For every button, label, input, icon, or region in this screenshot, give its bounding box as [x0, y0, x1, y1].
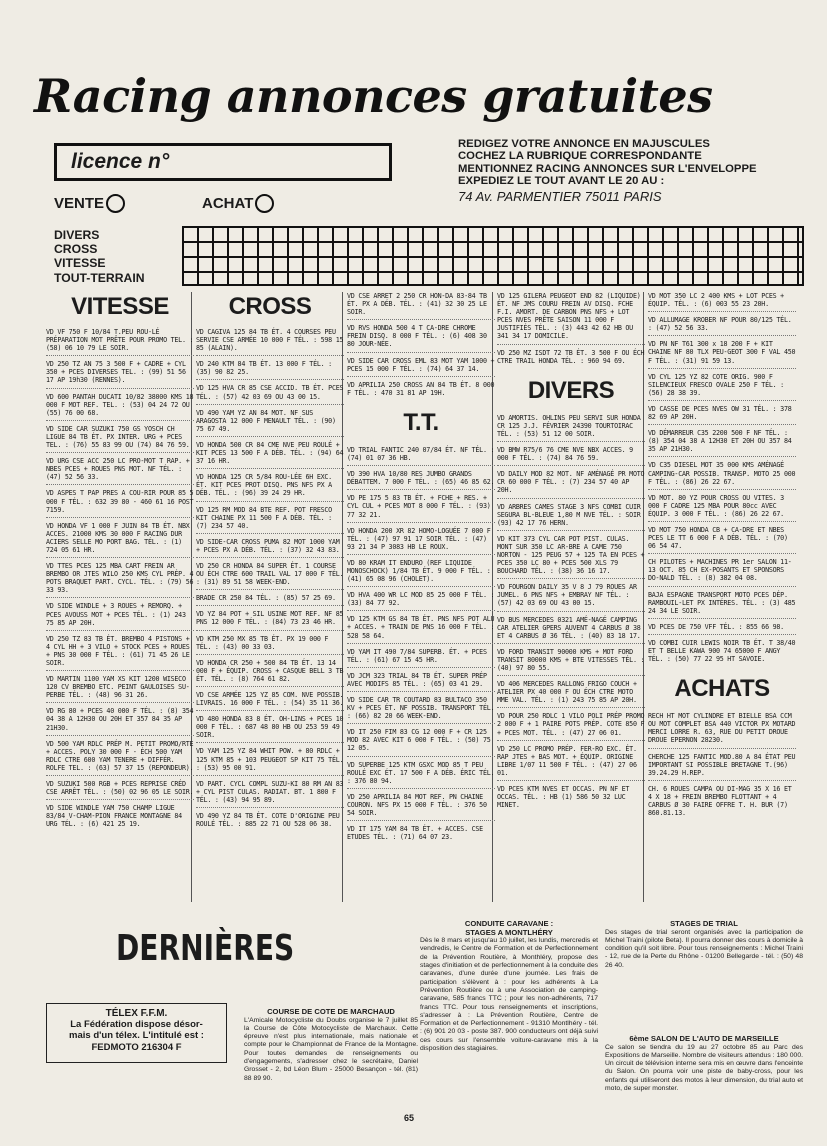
- classified-ad: VD MARTIN 1100 YAM XS KIT 1200 WISECO 120 CV BREMBO ETC. PEINT GAULOISES SU-PERBE TÉL. : (48) 96 31 26.: [46, 675, 194, 703]
- classified-ad: VD RVS HONDA 500 4 T CA-DRE CHROME FREIN DISQ. 8 000 F TÉL. : (6) 408 30 80 JOUR-NÉE.: [347, 324, 495, 352]
- classified-ad: VD 125 RM MOD 84 BTE REF. POT FRESCO KIT CHAINE PX 11 500 F A DÉB. TÉL. : (7) 234 57 40.: [196, 506, 344, 534]
- news-body: L'Amicale Motocycliste du Doubs organise le 7 juillet 85 la Course de Côte Motocycliste de Marchaux. Cette épreuve n'est plus internationale, mais nationale et compte pour le Championnat de France de la Montagne. Pour toutes demandes de renseignements ou d'engagements, s'adresser chez le secrétaire, Daniel Grosset - 2, bd Léon Blum - 25000 Besançon - tél. (81) 88 89 90.: [244, 1016, 418, 1082]
- achat-label: ACHAT: [202, 195, 254, 212]
- classified-ad: VD YZ 84 POT + SIL USINE MOT REF. NF 85 PNS 12 000 F TÉL. : (84) 73 23 46 HR.: [196, 610, 344, 630]
- classified-ad: VD PN NF T61 300 x 18 200 F + KIT CHAINE NF 80 TLX PEU-GEOT 300 F VAL 450 F TÉL. : (31) 91 59 13.: [648, 340, 796, 368]
- page-number: 65: [404, 1113, 415, 1123]
- column-achats: [648, 292, 796, 824]
- classified-ad: VD ASPES T PAP PRES A COU-RIR POUR 85 5 000 F TÉL. : 632 39 80 - 460 61 16 POST 7159.: [46, 489, 194, 517]
- telex-line: La Fédération dispose désor-: [70, 1019, 203, 1031]
- classified-ad: VD PCES KTM NVES ET OCCAS. PN NF ET OCCAS. TÉL. : HB (1) 586 50 32 LUC MINET.: [497, 785, 630, 810]
- classified-ad: CH. 6 ROUES CAMPA OU DI-MAG 35 X 16 ET 4 X 18 + FREIN BREMBO FLOTTANT + 4 CARBUS Ø 30 FAIRE OFFRE T. H. BUR (7) 860.81.13.: [648, 784, 792, 818]
- achat-checkbox[interactable]: [255, 194, 274, 213]
- classified-ad: VD C35 DIESEL MOT 35 000 KMS AMÉNAGÉ CAMPING-CAR POSSIB. TRANSP. MOTO 25 000 F TÉL. : (86) 26 22 67.: [648, 461, 796, 489]
- classified-ad: VD SIDE WINDLE YAM 750 CHAMP LIGUE 83/84 V-CHAM-PION FRANCE MONTAGNE 84 URG TÉL. : (6) 421 25 19.: [46, 804, 182, 829]
- achat-option[interactable]: [202, 194, 274, 213]
- classified-ad: VD SUZUKI 500 RGB + PCES REPRISE CRÉD CSE ARRÊT TÉL. : (50) 02 96 05 LE SOIR.: [46, 780, 194, 800]
- column-vitesse: [46, 292, 194, 836]
- classified-ad: VD SIDE CAR TR COUTARD 83 BULTACO 350 KV + PCES ÉT. NF POSSIB. TRANSPORT TÉL. : (66) 82 20 66 WEEK-END.: [347, 696, 495, 724]
- classified-ad: VD BUS MERCEDES 0321 AMÉ-NAGÉ CAMPING CAR ATELIER GPERS AUVENT 4 CARBUS Ø 38 ET 4 CARBUS Ø 36 TÉL. : (40) 83 18 17.: [497, 616, 645, 644]
- news-body: Des stages de trial seront organisés avec la participation de Michel Traini (pilote Beta). Il pourra donner des cours à domicile à condition qu'il soit libre. Pour tous renseignements : Michel Traini - 12, rue de la Perte du Rhône - 01200 Bellegarde - tél. : (50) 48 26 40.: [605, 928, 803, 969]
- classified-ad: VD 125 KTM GS 84 TB ÉT. PNS NFS POT ALU + ACCES. + TRAIN DE PNS 16 000 F TÉL. : 528 58 64.: [347, 615, 495, 643]
- classified-ad: VD 250 TZ AN 75 3 500 F + CADRE + CYL 350 + PCES DIVERSES TEL. : (99) 51 56 17 AP 19h30 (RENNES).: [46, 360, 194, 388]
- classified-ad: VD CAGIVA 125 84 TB ÉT. 4 COURSES PEU SERVIE CSE ARMÉE 10 000 F TÉL. : 598 15 85 (ALAIN).: [196, 328, 344, 356]
- telex-line: mais d'un télex. L'intitulé est :: [69, 1030, 204, 1042]
- classified-ad: VD JCM 323 TRIAL 84 TB ÉT. SUPER PRÉP AVEC MODIFS 85 TÉL. : (65) 03 41 29.: [347, 672, 495, 692]
- news-body: Dès le 8 mars et jusqu'au 10 juillet, les lundis, mercredis et vendredis, le Centre de Formation et de Perfectionnement de la Prévention Routière, à Monthléry, propose des stages d'initiation et de perfectionnement à la conduite des caravanes, d'une durée d'une journée. Les frais de participation s'élèvent à : pour les adhérents à La Prévention Routière ou à une Association de camping-caravane, 585 francs TTC ; pour les non-adhérents, 717 francs TTC. Pour tous renseignements et inscriptions, s'adresser à : La Prévention Routière, Centre de Formation et de Perfectionnement - 91310 Montlhéry - tél. : (6) 901 20 03 - poste 387. 900 conducteurs ont déjà suivi ces cours sur l'ensemble voiture-caravane mis à la disposition des stagiaires.: [420, 937, 598, 1053]
- classified-ad: VD ALLUMAGE KROBER NF POUR 80/125 TÉL. : (47) 52 56 33.: [648, 316, 796, 336]
- classified-ad: VD 240 KTM 84 TB ÉT. 13 000 F TÉL. : (35) 90 82 25.: [196, 360, 344, 380]
- classified-ad: VD 125 HVA CR 85 CSE ACCID. TB ÉT. PCES TÉL. : (57) 42 03 69 OU 43 00 15.: [196, 384, 344, 404]
- mailing-address: 74 Av. PARMENTIER 75011 PARIS: [458, 188, 662, 204]
- classified-ad: VD KIT 373 CYL CAR POT PIST. CULAS. MONT SUR 350 LC AR-BRE A CAME 750 NORTON - 125 PEUG 57 + 125 TA EN PCES + PCES 350 LC 80 + PCES 500 XLS 79 BOUCHARD TÉL. : (38) 36 16 17.: [497, 535, 645, 579]
- classified-ad: VD MOT 750 HONDA CB + CA-DRE ET NBES PCES LE TT 6 000 F A DÉB. TÉL. : (70) 06 54 47.: [648, 526, 796, 554]
- classified-ad: VD HONDA 125 CR 5/84 ROU-LÉE 6H EXC. ÉT. KIT PCES PROT DISQ. PNS NFS PX A DÉB. TÉL. : (96) 39 24 29 HR.: [196, 473, 344, 501]
- section-title-tt: T.T.: [403, 408, 439, 436]
- news-course-marchaud: [244, 1008, 418, 1083]
- classified-ad: VD 480 HONDA 83 8 ÉT. OH-LINS + PCES 10 000 F TÉL. : 687 48 80 HB OU 253 59 49 SOIR.: [196, 715, 344, 743]
- classified-ad: VD 406 MERCEDES RALLONG FRIGO COUCH + ATELIER PX 40 000 F OU ÉCH CTRE MOTO MME VAL. TÉL. : (1) 243 75 85 AP 20H.: [497, 680, 645, 708]
- classified-ad: VD FOURGON DAILY 35 V 8 J 79 ROUES AR JUMEL. 6 PNS NFS + EMBRAY NF TÉL. : (57) 42 03 69 OU 43 00 15.: [497, 583, 645, 611]
- section-title-vitesse: VITESSE: [71, 293, 169, 320]
- instructions: [458, 138, 803, 205]
- column-divers: [497, 292, 645, 816]
- news-subtitle: STAGES A MONTLHÉRY: [465, 927, 553, 937]
- instruction-line: REDIGEZ VOTRE ANNONCE EN MAJUSCULES: [458, 138, 710, 150]
- section-title-cross: CROSS: [228, 293, 312, 320]
- classified-ad: VD IT 175 YAM 84 TB ÉT. + ACCES. CSE ETUDES TÉL. : (71) 64 07 23.: [347, 825, 483, 842]
- news-title: 6ème SALON DE L'AUTO DE MARSEILLE: [629, 1034, 779, 1043]
- classified-ad: VD 80 KRAM IT ENDURO (REF LIQUIDE MONOSCHOCK) 1/84 TB ÉT. 9 000 F TÉL. : (41) 65 08 96 (CHOLET).: [347, 559, 495, 587]
- licence-number-box[interactable]: licence n°: [54, 143, 392, 181]
- classified-ad: VD POUR 250 RDLC 1 VILO POLI PRÉP PROMO 2 000 F + 1 PAIRE POTS PRÉP. COTE 850 F + PCES MOT. TÉL. : (47) 27 06 01.: [497, 712, 645, 740]
- classified-ad: VD 125 GILERA PEUGEOT END 82 (LIQUIDE) ÉT. NF JMS COURU FREIN AV DISQ. FCHE F.I. AMORT. DE CARBON PNS NFS + LOT PCES NVES PRÊTE SAISON 11 000 F JUSTIFIÉS TÉL. : (3) 443 42 62 HB OU 341 34 17 DOMICILE.: [497, 292, 645, 345]
- classified-ad: VD CSE ARMÉE 125 YZ 85 COM. NVE POSSIB. LIVRAIS. 16 000 F TÉL. : (54) 35 11 36.: [196, 691, 344, 711]
- classified-ad: VD 390 HVA 10/80 RES JUMBO GRANDS DÉBATTEM. 7 000 F TÉL. : (65) 46 85 62.: [347, 470, 495, 490]
- news-stages-trial: [605, 920, 803, 970]
- section-title-achats: ACHATS: [674, 675, 770, 703]
- rubrique-cross[interactable]: CROSS: [54, 242, 98, 257]
- news-salon-marseille: [605, 1035, 803, 1093]
- classified-ad: VD 250 MZ ISDT 72 TB ÉT. 3 500 F OU ÉCH CTRE TRAIL HONDA TÉL. : 960 94 69.: [497, 348, 645, 365]
- classified-ad: VD HVA 400 WR LC MOD 85 25 000 F TÉL. : (33) 84 77 92.: [347, 591, 495, 611]
- classified-ad: VD HONDA VF 1 000 F JUIN 84 TB ÉT. NBX ACCES. 21000 KMS 30 000 F RACING DUR ACIERS SELLE MO PORT BAG. TÉL. : (1) 724 05 61 HR.: [46, 522, 194, 558]
- classified-ad: VD SIDE WINDLE + 3 ROUES + REMORQ. + PCES AVOUSS MOT + PCES TÉL. : (1) 243 75 85 AP 20H.: [46, 602, 194, 630]
- classified-ad: VD APRILIA 250 CROSS AN 84 TB ÉT. 8 000 F TÉL. : 470 31 81 AP 19H.: [347, 380, 495, 397]
- classified-ad: BRADE CR 250 84 TÉL. : (85) 57 25 69.: [196, 594, 344, 606]
- classified-ad: VD CASSE DE PCES NVES OW 31 TÉL. : 378 82 69 AP 20H.: [648, 405, 796, 425]
- rubrique-list: [54, 228, 145, 285]
- classified-ad: VD SIDE CAR SUZUKI 750 GS YOSCH CH LIGUE 84 TB ÉT. PX INTER. URG + PCES TEL. : (76) 55 83 99 OU (74) 84 76 59.: [46, 425, 194, 453]
- classified-ad: VD ARBRES CAMES STAGE 3 NFS COMBI CUIR SEGURA BL-BLEUE 1,80 M NVE TÉL. : SOIR (93) 42 17 76 HERN.: [497, 503, 645, 531]
- classified-ad: VD 500 YAM RDLC PRÉP M. PETIT PROMO/RTE + ACCES. POLY 30 000 F - ÉCH 500 YAM RDLC CTRE 600 YAM TENERE + DIFFÉR. ROLFE TEL. : (63) 57 37 15 (REPONDEUR).: [46, 740, 194, 776]
- page-title: Racing annonces gratuites: [34, 69, 713, 123]
- instruction-line: MENTIONNEZ RACING ANNONCES SUR L'ENVELOPPE: [458, 162, 757, 175]
- classified-ad: CHERCHE 125 FANTIC MOD.80 A 84 ÉTAT PEU IMPORTANT SI POSSIBLE BRETAGNE T.(96) 39.24.29 H.REP.: [648, 753, 796, 781]
- news-body: Ce salon se tiendra du 19 au 27 octobre 85 au Parc des Expositions de Marseille. Nombre de visiteurs attendus : 180 000. Un circuit de télévision interne sera mis en œuvre dans l'enceinte du Salon. On pourra voir une piste de baby-cross, pour les enfants qui utiliseront des motos à leur dimension, du trial auto et moto, de super monster.: [605, 1043, 803, 1093]
- classified-ad: VD 250 TZ 83 TB ÉT. BREMBO 4 PISTONS + 4 CYL HH + 3 VILO + STOCK PCES + ROUES + PNS 30 000 F TÉL. : (61) 71 45 26 LE SOIR.: [46, 635, 194, 671]
- news-title: CONDUITE CARAVANE :: [464, 919, 554, 928]
- classified-ad: VD CSE ARRET 2 250 CR HON-DA 83-84 TB ÉT. PX A DÉB. TÉL. : (41) 32 30 25 LE SOIR.: [347, 292, 495, 320]
- classified-ad: VD KTM 250 MX 85 TB ÉT. PX 19 000 F TÉL. : (43) 00 33 03.: [196, 635, 344, 655]
- classified-ad: VD PE 175 5 83 TB ÉT. + FCHE + RES. + CYL CUL + PCES MOT 8 000 F TÉL. : (93) 77 32 21.: [347, 494, 495, 522]
- rubrique-tout-terrain[interactable]: TOUT-TERRAIN: [54, 270, 145, 285]
- classified-ad: VD MOT 350 LC 2 400 KMS + LOT PCES + ÉQUIP. TÉL. : (6) 003 55 23 20H.: [648, 292, 796, 312]
- classified-ad: BAJA ESPAGNE TRANSPORT MOTO PCES DÉP. RAMBOUIL-LET PX INTÉRES. TÉL. : (3) 485 24 34 LE SOIR.: [648, 591, 796, 619]
- classified-ad: VD TRIAL FANTIC 240 07/84 ÉT. NF TÉL. : (74) 01 07 36 HB.: [347, 446, 495, 466]
- vente-label: VENTE: [54, 195, 105, 212]
- classified-ad: VD 250 CR HONDA 84 SUPER ÉT. 1 COURSE OU ÉCH CTRE 600 TRAIL VAL 17 000 F TÉL. : (31) 89 51 58 WEEK-END.: [196, 562, 344, 590]
- classified-ad: VD MOT. 80 YZ POUR CROSS OU VITES. 3 000 F CADRE 125 MBA POUR 80cc AVEC ÉQUIP. 3 000 F TÉL. : (86) 26 22 67.: [648, 494, 796, 522]
- vente-checkbox[interactable]: [106, 194, 125, 213]
- classified-ad: VD PCES DE 750 VFF TÉL. : 855 66 98.: [648, 623, 796, 635]
- classified-ad: VD RG 80 + PCES 40 000 F TÉL. : (8) 354 04 38 A 12H30 OU 20H ET 357 84 35 AP 21H30.: [46, 707, 194, 735]
- classified-ad: VD FORD TRANSIT 90000 KMS + MOT FORD TRANSIT 80000 KMS + BTE VITESSES TÉL. : (40) 97 80 55.: [497, 648, 645, 676]
- classified-ad: VD SIDE-CAR CROSS PUMA 82 MOT 1000 YAM + PCES PX A DÉB. TÉL. : (37) 32 43 83.: [196, 538, 344, 558]
- section-title-divers: DIVERS: [527, 376, 615, 404]
- classified-ad: VD URG CSE ACC 250 LC PRO-MOT T RAP. + NBES PCES + ROUES PNS MOT. NF TÉL. : (47) 52 56 33.: [46, 457, 194, 485]
- ad-text-grid[interactable]: [182, 226, 804, 286]
- classified-ad: VD BMW R75/6 76 CME NVE NBX ACCES. 9 000 F TÉL. : (74) 84 76 59.: [497, 446, 645, 466]
- news-conduite-caravane: [420, 920, 598, 1053]
- classified-ad: VD PART. CYCL COMPL SUZU-KI 80 RM AN 83 + CYL PIST CULAS. RADIAT. BT. 1 800 F TÉL. : (43) 94 95 89.: [196, 780, 344, 808]
- classified-ad: VD 490 YZ 84 TB ÉT. COTE D'ORIGINE PEU ROULÉ TÉL. : 885 22 71 OU 528 06 38.: [196, 812, 340, 829]
- classified-ad: VD HONDA CR 250 + 500 84 TB ÉT. 13 14 000 F + ÉQUIP. CROSS + CASQUE BELL 3 TB ÉT. TÉL. : (8) 764 61 82.: [196, 659, 344, 687]
- classified-ad: VD SUPERBE 125 KTM GSXC MOD 85 T PEU ROULÉ EXC ÉT. 17 500 F A DÉB. ÉRIC TÉL. : 376 80 94.: [347, 761, 495, 789]
- classified-ad: VD AMORTIS. OHLINS PEU SERVI SUR HONDA CR 125 J.J. FÉVRIER 24390 TOURTOIRAC TÉL. : (53) 51 12 00 SOIR.: [497, 414, 645, 442]
- dernieres-title: DERNIÈRES: [116, 928, 295, 969]
- classified-ad: VD COMBI CUIR LEWIS NOIR TB ÉT. T 38/40 ET T BELLE KAWA 900 74 65000 F ANGY TÉL. : (50) 77 22 95 HT SAVOIE.: [648, 638, 796, 664]
- column-tt: [347, 292, 495, 848]
- classified-ad: VD 490 YAM YZ AN 84 MOT. NF SUS ARAGOSTA 12 000 F MENAULT TÉL. : (90) 75 67 49.: [196, 409, 344, 437]
- classified-ad: VD 250 LC PROMO PRÉP. FER-RO EXC. ÉT. RAP JTES + BAS MOT. + ÉQUIP. ORIGINE LIBRE 1/07 11 500 F TÉL. : (47) 27 06 01.: [497, 745, 645, 781]
- classified-ad: VD DAILY MOD 82 MOT. NF AMÉNAGÉ PR MOTO CR 60 000 F TÉL. : (7) 234 57 40 AP 20H.: [497, 470, 645, 498]
- classified-ad: VD HONDA 500 CR 84 CME NVE PEU ROULÉ + KIT PCES 13 500 F A DÉB. TÉL. : (94) 64 37 16 HR.: [196, 441, 344, 469]
- classified-ad: VD VF 750 F 10/84 T.PEU ROU-LÉ PRÉPARATION MOT PRÊTE POUR PROMO TEL. : (58) 06 10 79 LE SOIR.: [46, 328, 194, 356]
- news-title: COURSE DE COTE DE MARCHAUD: [267, 1007, 395, 1016]
- instruction-line: COCHEZ LA RUBRIQUE CORRESPONDANTE: [458, 150, 702, 163]
- classified-ad: VD CYL 125 YZ 82 COTE ORIG. 900 F SILENCIEUX FRESCO OVALE 250 F TÉL. : (56) 28 38 39.: [648, 373, 796, 401]
- telex-box: [46, 1003, 227, 1063]
- news-title: STAGES DE TRIAL: [670, 919, 738, 928]
- vente-option[interactable]: [54, 194, 125, 213]
- classified-ad: VD SIDE CAR CROSS EML 83 MOT YAM 1000 + PCES 15 000 F TÉL. : (74) 64 37 14.: [347, 357, 495, 377]
- classified-ad: VD IT 250 FIM 83 CG 12 000 F + CR 125 MOD 82 AVEC KIT 6 000 F TÉL. : (50) 75 12 05.: [347, 728, 495, 756]
- column-cross: [196, 292, 344, 835]
- classified-ad: VD DÉMARREUR C35 2200 500 F NF TÉL. : (8) 354 04 38 A 12H30 ET 20H OU 357 84 35 AP 21H30.: [648, 429, 796, 457]
- classified-ad: VD TTES PCES 125 MBA CART FREIN AR BREMBO OR JTES WILO 250 KMS CYL PRÉP. 4 POTS BRAQUET PART. CYCL. TÉL. : (79) 56 33 93.: [46, 562, 194, 598]
- classified-ad: VD YAM 125 YZ 84 WHIT POW. + 80 RDLC + 125 KTM 85 + 103 PEUGEOT SP KIT 75 TÉL. : (53) 95 00 91.: [196, 747, 344, 775]
- telex-title: TÉLEX F.F.M.: [105, 1008, 168, 1019]
- instruction-line: EXPEDIEZ LE TOUT AVANT LE 20 AU :: [458, 175, 665, 188]
- telex-line: FEDMOTO 216304 F: [91, 1041, 182, 1053]
- rubrique-vitesse[interactable]: VITESSE: [54, 256, 106, 271]
- classified-ad: VD 250 APRILIA 84 MOT REF. PN CHAINE COURON. NFS PX 15 000 F TÉL. : 376 50 54 SOIR.: [347, 793, 495, 821]
- classified-ad: VD HONDA 200 XR 82 HOMO-LOGUÉE 7 000 F TÉL. : (47) 97 91 17 SOIR TÉL. : (47) 93 21 34 P 3083 HB LE ROUX.: [347, 527, 495, 555]
- classified-ad: CH PILOTES + MACHINES PR 1er SALON 11-13 OCT. 85 CH EX-POSANTS ET SPONSORS DO-NALD TÉL. : (8) 382 04 08.: [648, 558, 796, 586]
- rubrique-divers[interactable]: DIVERS: [54, 228, 100, 242]
- classified-ad: VD YAM IT 490 7/84 SUPERB. ÉT. + PCES TÉL. : (61) 67 15 45 HR.: [347, 648, 495, 668]
- classified-ad: VD 600 PANTAH DUCATI 10/82 38000 KMS 18 000 F MOT REF. TEL. : (53) 04 24 72 OU (55) 76 00 68.: [46, 393, 194, 421]
- classified-ad: RECH HT MOT CYLINDRE ET BIELLE BSA CCM OU MOT COMPLET BSA 440 VICTOR PX MOTARD MERCI LORRE R. 63, RUE DU PETIT DROUE DROUE EPERNON 28230.: [648, 712, 796, 748]
